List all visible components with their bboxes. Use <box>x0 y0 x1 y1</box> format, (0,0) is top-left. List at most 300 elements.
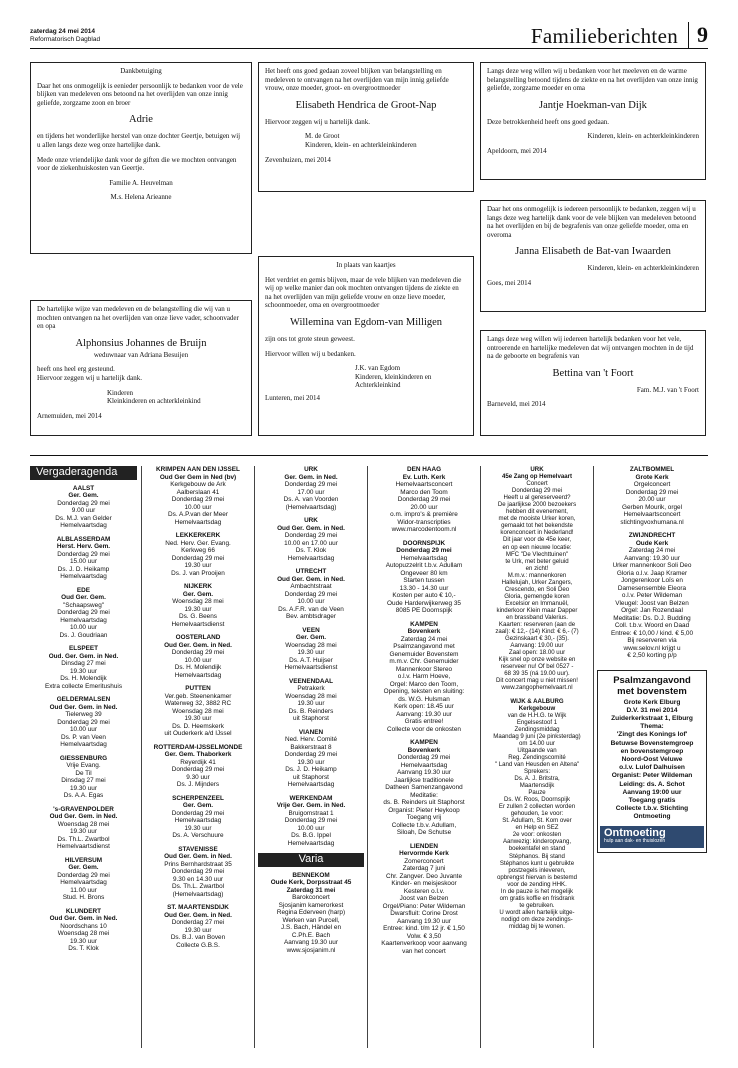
entry-line: van de H.H.G. te Wijk <box>507 711 567 719</box>
entry-line: Hemelvaartsdag <box>60 616 107 624</box>
entry-line: Kaartenverkoop voor aanvang <box>381 940 467 947</box>
ad-line: en bovenstemgroep <box>620 747 684 755</box>
entry-line: nodigd om deze zendings- <box>501 915 573 923</box>
entry-line: Herst. Herv. Gem. <box>56 543 111 550</box>
entry-line: Oude Kerk, Dorpsstraat 45 <box>270 879 352 886</box>
entry-line: Er zullen 2 collecten worden <box>498 803 576 811</box>
entry-line: Aanvang 19.30 uur <box>396 769 451 776</box>
entry-line: "Schaapsweg" <box>62 601 105 609</box>
column-divider <box>141 466 142 1048</box>
agenda-entry <box>30 536 137 581</box>
notice-alphonsius <box>30 300 252 436</box>
entry-line: Donderdag 29 mei <box>284 751 338 758</box>
entry-line: Gratis entree! <box>404 718 444 725</box>
entry-line: Kerkweg 66 <box>181 547 215 554</box>
entry-line: Donderdag 29 mei <box>396 547 452 554</box>
entry-line: Genemuider Bovenstem <box>389 650 459 658</box>
ontmoeting-logo <box>600 826 704 848</box>
entry-line: Ds. A. J. Britstra, <box>514 775 560 783</box>
agenda-entry <box>30 857 137 902</box>
entry-line: Aalberslaan 41 <box>176 488 220 496</box>
agenda-entry <box>258 729 364 789</box>
signature: Kinderen, klein- en achterkleinkinderen <box>587 132 699 141</box>
entry-location: OOSTERLAND <box>175 634 221 641</box>
deceased-name: Adrie <box>129 114 153 126</box>
entry-line: Bij reserveren via <box>627 637 677 644</box>
entry-location: VEEN <box>302 626 320 634</box>
ad-line: Zuiderkerkstraat 1, Elburg <box>611 714 693 722</box>
entry-line: stichtingvoxhumana.nl <box>620 518 684 526</box>
entry-line: Donderdag 29 mei <box>57 871 110 879</box>
entry-line: Volw. € 3,50 <box>406 932 442 940</box>
entry-line: Zendingsmiddag <box>514 725 560 733</box>
entry-line: Donderdag 29 mei <box>284 817 338 824</box>
entry-line: Hemelvaartsdienst <box>284 664 338 671</box>
entry-line: Kosten per auto € 10,- <box>392 592 456 599</box>
entry-line: Bakkerstraat 8 <box>290 743 332 751</box>
entry-line: Regina Ederveen (harp) <box>276 909 346 916</box>
agenda-entry <box>371 739 477 837</box>
entry-line: Ver.geb. Steenenkamer <box>164 692 232 700</box>
entry-line: met de mooiste Urker koren, <box>498 515 576 523</box>
signature: M.s. Helena Arieanne <box>110 193 172 202</box>
entry-location: LEKKERKERK <box>175 532 221 539</box>
entry-line: o.l.v. Harm Hoeve, <box>397 673 451 680</box>
agenda-entry <box>258 568 364 621</box>
agenda-entry <box>484 466 590 692</box>
entry-line: Reg. Zendingscomité <box>508 753 566 761</box>
entry-line: en brassband Valerius. <box>506 613 568 621</box>
entry-line: Grote Kerk <box>635 473 669 481</box>
agenda-entry <box>30 806 137 851</box>
entry-line: Bovenkerk <box>407 628 441 635</box>
entry-line: Heeft u al gereserveerd? <box>503 494 571 502</box>
entry-line: 10.00 uur <box>184 656 212 664</box>
notice-text: Hiervoor zeggen wij u hartelijk dank. <box>37 373 142 382</box>
place-date: Apeldoorn, mei 2014 <box>487 146 547 155</box>
entry-location: KAMPEN <box>410 739 438 746</box>
entry-line: Kerk open: 18.45 uur <box>394 703 454 710</box>
entry-line: Donderdag 29 mei <box>57 499 110 507</box>
entry-line: Kesteren o.l.v. <box>403 887 445 895</box>
notice-heading: In plaats van kaartjes <box>336 261 396 269</box>
entry-line: Zomerconcert <box>404 857 444 865</box>
entry-line: Donderdag 29 mei <box>57 718 110 726</box>
entry-location: STAVENISSE <box>178 845 218 853</box>
entry-line: ds. W.G. Hulsman <box>398 695 450 703</box>
entry-line: Stéphanos. Bij stand <box>509 852 565 860</box>
entry-line: (Hemelvaartsdag) <box>285 503 337 511</box>
entry-line: Ds. J. Goudriaan <box>59 631 108 639</box>
entry-line: Oud Ger. Gem. in Ned. <box>277 524 345 532</box>
entry-line: 9.30 uur <box>186 773 210 781</box>
entry-line: Donderdag 29 mei <box>284 532 338 539</box>
entry-line: Toegang vrij <box>406 814 442 821</box>
entry-line: Donderdag 29 mei <box>57 609 110 616</box>
entry-line: hebben dit evenement, <box>506 508 568 516</box>
page-number: 9 <box>688 22 708 48</box>
entry-line: Vrije Evang. <box>66 762 101 769</box>
deceased-name: Willemina van Egdom-van Milligen <box>289 316 443 328</box>
entry-line: 2e voor: onkosten <box>512 831 562 839</box>
agenda-entry <box>145 846 251 899</box>
entry-line: Prins Bernhardstraat 35 <box>164 860 232 868</box>
notice-intro: Daar het ons onmogelijk is iedereen persoonlijk te bedanken, zeggen wij u langs deze weg hartelijk dank voor de vele blijken van medeleven betoond na het overlijden en bij de begrafenis van onze geliefde moeder, oma en overoma <box>487 205 696 239</box>
entry-location: URK <box>530 466 544 473</box>
entry-line: Mannenkoor Stereo <box>395 665 453 673</box>
entry-line: Bev. ambtsdrager <box>286 613 336 620</box>
agenda-entry <box>145 904 251 949</box>
entry-line: Kijk snel op onze website en <box>498 656 576 664</box>
entry-line: Donderdag 29 mei <box>171 554 225 562</box>
entry-line: Stéphanos kunt u gebruikte <box>499 859 575 867</box>
agenda-column-4 <box>371 466 477 1048</box>
entry-line: Ds. W. Roos, Doornspijk <box>503 796 571 804</box>
entry-line: Aanvang: 19.30 uur <box>396 710 452 718</box>
entry-line: Bovenkerk <box>407 746 441 754</box>
entry-line: Excelsior en Immanuël, <box>505 599 569 607</box>
entry-line: 9.30 en 14.30 uur <box>172 875 224 883</box>
entry-line: Woensdag 28 mei <box>285 641 337 649</box>
entry-line: Ds. T. Klok <box>295 547 327 554</box>
entry-location: ZWIJNDRECHT <box>628 532 676 539</box>
signature: Kinderen <box>107 388 134 397</box>
entry-line: 19.30 uur <box>297 758 325 766</box>
signature: Familie A. Heuvelman <box>109 178 173 187</box>
entry-line: Meditatie: Ds. D.J. Budding <box>613 614 691 622</box>
entry-line: Donderdag 27 mei <box>171 919 225 926</box>
entry-location: URK <box>304 517 318 524</box>
entry-line: Ds. J. Mijnders <box>176 781 220 788</box>
entry-line: Woensdag 28 mei <box>172 598 224 605</box>
entry-line: ds. B. Reinders uit Staphorst <box>383 799 465 806</box>
ad-line: Betuwse Bovenstemgroep <box>610 739 694 747</box>
entry-line: kinderkoor Klein maar Dapper <box>496 606 578 614</box>
signature: Achterkleinkind <box>355 381 401 390</box>
entry-line: Pauze <box>528 789 546 797</box>
entry-line: Hemelvaartsdag <box>174 518 222 526</box>
signature: J.K. van Egdom <box>355 364 401 373</box>
entry-location: PUTTEN <box>185 685 211 692</box>
entry-line: Kaarten: reserveren (aan de <box>498 621 576 629</box>
agenda-entry <box>258 795 364 848</box>
entry-location: VIANEN <box>298 728 324 736</box>
entry-location: ELSPEET <box>68 645 99 652</box>
entry-location: KLUNDERT <box>65 907 102 915</box>
entry-line: 9.00 uur <box>71 507 96 514</box>
ad-line: D.V. 31 mei 2014 <box>626 706 678 714</box>
agenda-entry <box>30 485 137 530</box>
entry-line: 19.30 uur <box>69 784 97 792</box>
entry-line: Coll. t.b.v. Woord en Daad <box>614 622 690 629</box>
entry-line: Aanvang 19.30 uur <box>396 917 451 925</box>
entry-line: Stud. H. Brons <box>62 894 105 901</box>
deceased-name: Alphonsius Johannes de Bruijn <box>75 337 207 349</box>
entry-line: Ger. Gem. <box>68 864 99 871</box>
entry-line: Ger. Gem. <box>68 492 99 499</box>
signature: Kleinkinderen en achterkleinkind <box>107 397 201 406</box>
entry-line: 11.00 uur <box>70 886 97 894</box>
signature: Kinderen, klein- en achterkleinkinderen <box>587 264 699 273</box>
entry-line: Aanvang: 19.00 uur <box>510 642 564 650</box>
place-date: Goes, mei 2014 <box>487 278 532 287</box>
entry-line: 15.00 uur <box>69 558 97 565</box>
notice-intro: Langs deze weg willen wij u bedanken voor het meeleven en de warme belangstelling betoond tijdens de ziekte en na het overlijden van onze innig geliefde, zorgzame moeder en oma <box>487 67 698 93</box>
ad-line: Thema: <box>640 723 664 731</box>
entry-line: Reyerdijk 41 <box>180 758 216 766</box>
entry-line: en zicht! <box>525 564 549 572</box>
entry-location: ZALTBOMMEL <box>629 466 675 473</box>
entry-line: Ds. A.T. Huijser <box>289 656 333 664</box>
ad-line: Noord-Oost Veluwe <box>621 755 683 763</box>
entry-line: Ev. Luth. Kerk <box>402 473 446 481</box>
entry-line: 45e Zang op Hemelvaart <box>501 473 573 481</box>
agenda-entry <box>145 634 251 679</box>
entry-line: € 2,50 korting p/p <box>627 652 677 659</box>
entry-line: www.selov.nl krijgt u <box>623 644 681 652</box>
newspaper-name: Reformatorisch Dagblad <box>30 36 101 43</box>
entry-line: St. Adullam, St. Kom over <box>502 817 572 825</box>
entry-line: Woensdag 28 mei <box>57 930 110 937</box>
entry-line: Kerkgebouw <box>518 704 556 712</box>
entry-line: Orgel: Jan Rozendaal <box>621 607 683 614</box>
agenda-entry <box>145 583 251 628</box>
entry-line: Joost van Belzen <box>399 895 449 902</box>
entry-line: Hemelvaartsdag <box>60 522 107 529</box>
notice-subtitle: weduwnaar van Adriana Besuijen <box>93 350 189 359</box>
entry-line: Ds. B.G. Ippel <box>291 832 331 839</box>
entry-line: Zaterdag 31 mei <box>286 886 336 894</box>
entry-line: Hemelvaartsconcert <box>395 481 453 488</box>
agenda-column-2 <box>145 466 251 1048</box>
entry-location: DEN HAAG <box>406 466 442 473</box>
notice-elisabeth <box>258 62 474 192</box>
entry-line: Hallelujah, Urker Zangers, <box>501 578 573 586</box>
notice-text: Hiervoor zeggen wij u hartelijk dank. <box>265 117 370 126</box>
entry-line: Hemelvaartsdag <box>60 741 107 748</box>
entry-line: Ger. Gem. <box>182 590 214 598</box>
entry-line: 10.00 uur <box>184 503 212 511</box>
notice-janna <box>480 200 706 312</box>
entry-line: m.m.v. Chr. Genemuider <box>389 658 459 665</box>
entry-line: Petrakerk <box>297 685 325 692</box>
agenda-entry <box>30 696 137 749</box>
signature: Fam. M.J. van 't Foort <box>636 385 699 394</box>
entry-line: Donderdag 29 mei <box>625 488 679 496</box>
agenda-entry <box>145 795 251 840</box>
header-rule <box>30 48 708 49</box>
entry-line: Hemelvaartsdag <box>174 817 222 824</box>
entry-line: De jaarlijkse 2000 bezoekers <box>497 501 577 509</box>
entry-location: DOORNSPIJK <box>402 539 446 547</box>
entry-line: Oud Ger. Gem. <box>61 594 106 601</box>
agenda-entry <box>30 755 137 800</box>
ad-line: Collecte t.b.v. Stichting <box>615 805 689 813</box>
entry-line: Ds. J. D. Heikamp <box>57 565 110 573</box>
entry-line: Concert <box>526 480 548 488</box>
entry-line: Widor-transcripties <box>397 518 451 526</box>
entry-line: postzegels inleveren, <box>508 866 566 874</box>
entry-line: o.m. impro's & première <box>390 511 458 518</box>
entry-line: Ned. Herv. Ger. Evang. <box>165 539 231 547</box>
place-date: Lunteren, mei 2014 <box>265 393 321 402</box>
notice-text: heeft ons heel erg gesteund. <box>37 365 115 374</box>
entry-line: uit Staphorst <box>293 773 329 781</box>
entry-line: Vleugel: Joost van Belzen <box>615 599 689 607</box>
column-divider <box>480 466 481 1048</box>
entry-line: opbrengst hiervan is bestemd <box>497 873 577 881</box>
notice-intro: De hartelijke wijze van medeleven en de belangstelling die wij van u mochten ontvangen na het overlijden van onze lieve vader, schoonvader en opa <box>37 305 239 331</box>
entry-line: Hemelvaartsconcert <box>623 511 681 518</box>
entry-line: Marco den Toom <box>400 488 448 496</box>
column-divider <box>367 466 368 1048</box>
entry-line: Collecte G.B.S. <box>176 941 220 949</box>
entry-line: Oud Ger. Gem. in Ned. <box>49 703 118 711</box>
signature: Kinderen, klein- en achterkleinkinderen <box>305 140 417 149</box>
entry-line: Oud Ger Gem in Ned (bv) <box>159 473 237 481</box>
entry-line: Hemelvaartsdag <box>60 573 107 580</box>
entry-location: LIENDEN <box>409 842 439 850</box>
ad-line: Aanvang 19:00 uur <box>622 788 682 796</box>
section-rule <box>30 455 708 456</box>
entry-location: NIJKERK <box>183 583 213 590</box>
issue-date: zaterdag 24 mei 2014 <box>30 28 96 35</box>
entry-location: AALST <box>72 484 95 492</box>
entry-line: Hemelvaartsdag <box>174 671 222 679</box>
entry-line: Oud Ger. Gem. in Ned. <box>49 813 118 820</box>
agenda-column-5 <box>484 466 590 1048</box>
notice-adrie <box>30 62 252 254</box>
entry-line: zaal): € 12,- (14) Kind: € 6,- (7) <box>495 628 579 636</box>
entry-line: voor de zending HHK. <box>507 880 567 888</box>
entry-line: In de pauze is het mogelijk <box>500 887 574 895</box>
agenda-entry <box>145 685 251 738</box>
deceased-name: Elisabeth Hendrica de Groot-Nap <box>295 99 437 111</box>
entry-line: korenconcert in Nederland! <box>500 529 574 537</box>
agenda-entry <box>371 843 477 956</box>
entry-line: Hemelvaartsdag <box>400 554 448 562</box>
entry-line: 19.30 uur <box>69 667 97 675</box>
entry-location: ROTTERDAM-IJSSELMONDE <box>153 743 243 751</box>
entry-line: Donderdag 29 mei <box>284 590 338 598</box>
agenda-entry <box>371 466 477 534</box>
entry-line: Werken van Purcell, <box>282 916 340 924</box>
entry-line: Oude Harderwijkerweg 35 <box>387 599 461 607</box>
entry-line: 8085 PE Doornspijk <box>395 607 453 614</box>
entry-line: Ds. B.J. van Boven <box>170 934 226 941</box>
ad-line: 'Zingt des Konings lof' <box>616 731 688 739</box>
agenda-entry <box>145 466 251 526</box>
entry-line: 10.00 uur <box>297 824 325 832</box>
entry-line: Extra collecte Emeritushuis <box>44 682 123 690</box>
entry-line: uit Ouderkerk a/d IJssel <box>164 730 232 737</box>
entry-line: MFC "De Vlechttuinen" <box>505 550 569 558</box>
entry-line: 10.00 en 17.00 uur <box>284 539 338 547</box>
entry-line: Ger. Gem. <box>295 634 327 641</box>
entry-line: Hemelvaartsdag <box>287 839 335 847</box>
ad-line: Leiding: ds. A. Schot <box>619 780 685 788</box>
entry-line: Uitgaande van <box>517 746 557 754</box>
entry-line: www.marcodentoom.nl <box>391 526 457 533</box>
entry-line: Collecte t.b.v. Adullam, <box>391 821 457 829</box>
entry-line: Donderdag 29 mei <box>284 481 338 488</box>
entry-line: 19.30 uur <box>184 926 212 934</box>
entry-line: Entree: € 10,00 / kind. € 5,00 <box>610 629 694 637</box>
entry-line: Gezinskaart € 30,- (35). <box>504 635 569 643</box>
entry-line: J.S. Bach, Händel en <box>280 924 342 931</box>
entry-line: Entree: kind. t/m 12 jr. € 1,50 <box>383 925 465 932</box>
entry-line: Bruigomstraat 1 <box>288 809 334 817</box>
entry-line: U wordt allen hartelijk uitge- <box>499 908 575 916</box>
entry-line: o.l.v. Peter Wildeman <box>621 592 683 599</box>
entry-line: 20.00 uur <box>410 503 438 511</box>
notice-intro: Daar het ons onmogelijk is eenieder persoonlijk te bedanken voor de vele blijken van medeleven ons betoond na het overlijden van onze innig geliefde, zorgzame zoon en broer <box>37 81 243 107</box>
signature: M. de Groot <box>305 132 340 141</box>
entry-line: Urker mannenkoor Soli Deo <box>612 562 692 569</box>
entry-line: 13.30 - 14.30 uur <box>399 584 449 592</box>
entry-line: gehouden, 1e voor: <box>510 810 564 818</box>
entry-line: om 14.00 uur <box>519 739 555 747</box>
entry-line: Meditatie: <box>410 791 438 799</box>
entry-line: Donderdag 29 mei <box>57 550 110 558</box>
entry-line: 68 39 35 (ná 19.00 uur). <box>504 670 570 678</box>
entry-line: boekentafel en stand <box>508 845 566 853</box>
entry-location: BENNEKOM <box>292 871 330 879</box>
entry-line: Ds. G. Beens <box>178 613 217 620</box>
entry-line: Dit jaar voor de 45e keer, <box>502 536 572 544</box>
entry-line: Hemelvaartsdienst <box>171 620 225 628</box>
entry-line: Ds. D. Heemskerk <box>172 722 224 730</box>
entry-line: Ds. A.A. Egas <box>63 792 104 799</box>
agenda-column-6 <box>597 466 707 1048</box>
agenda-heading: Vergaderagenda <box>30 466 137 480</box>
entry-line: 19.30 uur <box>297 649 325 656</box>
entry-line: 19.30 uur <box>69 828 97 835</box>
entry-line: " Land van Heusden en Altena" <box>494 760 580 768</box>
entry-line: Orgel/Piano: Peter Wildeman <box>382 902 466 910</box>
notice-willemina <box>258 256 474 436</box>
entry-line: Aanwezig: kinderopvang, <box>502 838 572 846</box>
entry-location: ALBLASSERDAM <box>56 535 111 543</box>
entry-line: 19.30 uur <box>184 562 212 569</box>
entry-line: Organist: Pieter Heykoop <box>388 806 460 814</box>
entry-location: URK <box>304 466 318 473</box>
notice-text: Mede onze vriendelijke dank voor de giften die we mochten ontvangen voor de ziekenhuiskosten van Geertje. <box>37 155 237 173</box>
entry-line: Orgelconcert <box>633 481 671 488</box>
entry-line: Donderdag 29 mei <box>397 496 451 503</box>
entry-line: Vrije Ger. Gem. in Ned. <box>276 802 346 809</box>
entry-line: Gerben Mourik, orgel <box>621 503 683 511</box>
entry-line: Oud. Ger. Gem. in Ned. <box>48 652 119 660</box>
entry-line: Ger. Gem. <box>182 802 214 809</box>
entry-line: Gloria o.l.v. Jaap Kramer <box>616 569 688 577</box>
entry-location: VEENENDAAL <box>288 677 334 685</box>
entry-line: www.sjosjanim.nl <box>286 946 336 954</box>
agenda-entry <box>258 627 364 672</box>
entry-line: Ongeveer 80 km <box>400 569 448 577</box>
entry-line: om gratis koffie en frisdrank <box>499 894 575 902</box>
agenda-entry <box>258 517 364 562</box>
entry-line: Oud Ger. Gem. in Ned. <box>49 915 118 922</box>
entry-line: uit Staphorst <box>293 715 329 722</box>
agenda-entry <box>258 466 364 511</box>
notice-intro: Langs deze weg willen wij iedereen hartelijk bedanken voor het vele, ontroerende en hartelijke medeleven dat wij ontvangen mochten in de tijd na de geboorte en begrafenis van <box>487 335 694 361</box>
entry-line: Starten tussen <box>403 577 445 584</box>
entry-location: ST. MAARTENSDIJK <box>167 904 229 911</box>
entry-line: M.m.v.: mannenkoren <box>507 571 567 579</box>
agenda-entry <box>258 678 364 723</box>
deceased-name: Jantje Hoekman-van Dijk <box>539 99 647 111</box>
